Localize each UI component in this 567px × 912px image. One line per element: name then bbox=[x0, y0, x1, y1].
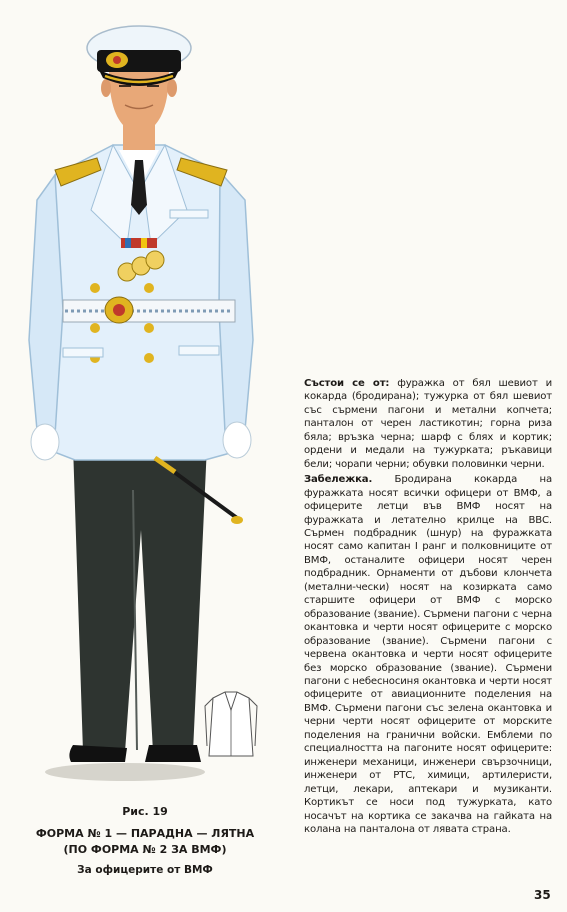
figure-subtitle: За офицерите от ВМФ bbox=[77, 864, 213, 876]
note-body: Бродирана кокарда на фуражката носят всички офицери от ВМФ, а офицерите летци във ВМФ носят на фуражката и летателно крилце на ВВС. Сърмен подбрадник (шнур) на фуражката носят само капитан I ранг и полковниците от ВМФ, останалите офицери носят черен подбрадник. Орнаменти от дъбови клончета (метални-чески) носят на козирката само старшите офицери от ВМФ с морско образование (звание). Сърмени пагони с черна окантовка и черти носят офицерите с морско образование (звание). Сърмени пагони с червена окантовка и черти носят офицерите без морско образование (звание). Сърмени пагони с небесносиня окантовка и черти носят офицерите от авиационните поделения на ВМФ. Сърмени пагони със зелена окантовка и черни черти носят офицерите от морските поделения на гранични войски. Емблеми по специалността на пагоните носят офицерите: инженери механици, инженери свързочници, инженери от РТС, химици, артилеристи, летци, лекари, аптекари и музиканти. Кортикът се носи под тужурката, като носачът на кортика се закачва на гайката на колана на панталона от лявата страна. bbox=[304, 474, 552, 835]
figure-title-line1: ФОРМА № 1 — ПАРАДНА — ЛЯТНА bbox=[35, 827, 255, 840]
composition-heading: Състои се от: bbox=[304, 378, 390, 389]
figure-title-line2: (ПО ФОРМА № 2 ЗА ВМФ) bbox=[63, 843, 227, 856]
uniform-illustration bbox=[15, 10, 275, 785]
officer-figure bbox=[15, 10, 275, 785]
note-paragraph bbox=[304, 473, 552, 836]
figure-number: Рис. 19 bbox=[122, 805, 168, 818]
composition-body: фуражка от бял шевиот и кокарда (бродирана); тужурка от бял шевиот със сърмени пагони и метални копчета; панталон от черен ластикотин; горна риза бяла; връзка черна; шарф с блях и кортик; ордени и медали на тужурката; ръкавици бели; чорапи черни; обувки половинки черни. bbox=[304, 378, 553, 470]
description-text bbox=[304, 377, 552, 838]
jacket-thumbnail bbox=[203, 690, 259, 760]
figure-title bbox=[0, 826, 290, 858]
page-number: 35 bbox=[534, 888, 551, 902]
composition-paragraph bbox=[304, 377, 552, 471]
jacket-outline-icon bbox=[203, 690, 259, 760]
note-heading: Забележка. bbox=[304, 474, 373, 486]
